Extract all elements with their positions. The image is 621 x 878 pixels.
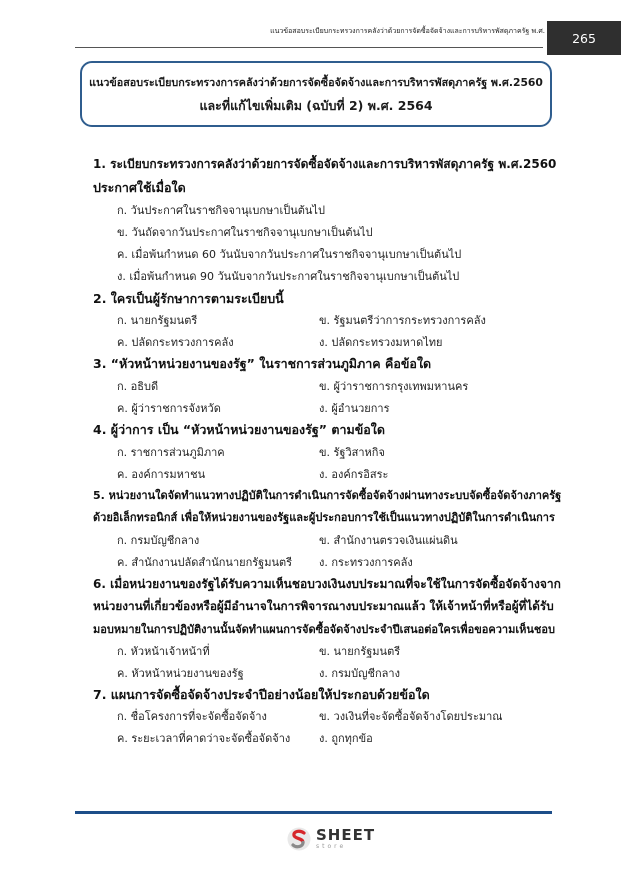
question-1-option-d: ง. เมื่อพ้นกำหนด 90 วันนับจากวันประกาศในราชกิจจานุเบกษาเป็นต้นไป	[117, 270, 460, 283]
question-2-option-d: ง. ปลัดกระทรวงมหาดไทย	[319, 336, 443, 349]
question-2-option-b: ข. รัฐมนตรีว่าการกระทรวงการคลัง	[319, 314, 486, 327]
question-5-line-1: 5. หน่วยงานใดจัดทำแนวทางปฏิบัติในการดำเนินการจัดซื้อจัดจ้างผ่านทางระบบจัดซื้อจัดจ้างภาครัฐ	[93, 489, 562, 502]
question-2-option-a: ก. นายกรัฐมนตรี	[117, 314, 198, 327]
running-header: แนวข้อสอบระเบียบกระทรวงการคลังว่าด้วยการจัดซื้อจัดจ้างและการบริหารพัสดุภาครัฐ พ.ศ.	[270, 27, 545, 35]
question-1-line-1: 1. ระเบียบกระทรวงการคลังว่าด้วยการจัดซื้อจัดจ้างและการบริหารพัสดุภาครัฐ พ.ศ.2560	[93, 157, 557, 171]
question-7-option-b: ข. วงเงินที่จะจัดซื้อจัดจ้างโดยประมาณ	[319, 710, 503, 723]
question-1-option-a: ก. วันประกาศในราชกิจจานุเบกษาเป็นต้นไป	[117, 204, 325, 217]
footer-rule	[75, 811, 552, 814]
title-box	[80, 61, 552, 127]
title-line-1: แนวข้อสอบระเบียบกระทรวงการคลังว่าด้วยการจัดซื้อจัดจ้างและการบริหารพัสดุภาครัฐ พ.ศ.2560	[89, 76, 543, 89]
question-6-line-2: หน่วยงานที่เกี่ยวข้องหรือผู้มีอำนาจในการพิจารณางบประมาณแล้ว ให้เจ้าหน้าที่หรือผู้ที่ได้รับ	[93, 599, 554, 613]
question-7-option-d: ง. ถูกทุกข้อ	[319, 732, 373, 745]
question-1-line-2: ประกาศใช้เมื่อใด	[93, 180, 186, 195]
question-5-option-d: ง. กระทรวงการคลัง	[319, 556, 413, 569]
question-3-line-1: 3. “หัวหน้าหน่วยงานของรัฐ” ในราชการส่วนภูมิภาค คือข้อใด	[93, 356, 432, 371]
logo-wordmark: SHEET	[316, 826, 376, 844]
question-2-option-c: ค. ปลัดกระทรวงการคลัง	[117, 336, 234, 349]
question-6-option-b: ข. นายกรัฐมนตรี	[319, 645, 401, 658]
question-6-line-3: มอบหมายในการปฏิบัติงานนั้นจัดทำแผนการจัดซื้อจัดจ้างประจำปีเสนอต่อใครเพื่อขอความเห็นชอบ	[93, 623, 555, 636]
sheet-store-logo-icon	[287, 826, 311, 852]
question-6-line-1: 6. เมื่อหน่วยงานของรัฐได้รับความเห็นชอบวงเงินงบประมาณที่จะใช้ในการจัดซื้อจัดจ้างจาก	[93, 577, 561, 591]
question-3-option-c: ค. ผู้ว่าราชการจังหวัด	[117, 402, 221, 415]
question-4-line-1: 4. ผู้ว่าการ เป็น “หัวหน้าหน่วยงานของรัฐ” ตามข้อใด	[93, 422, 385, 437]
logo-subtext: store	[316, 843, 347, 850]
question-6-option-c: ค. หัวหน้าหน่วยงานของรัฐ	[117, 667, 244, 680]
sheet-store-logo	[287, 824, 375, 854]
question-5-option-b: ข. สำนักงานตรวจเงินแผ่นดิน	[319, 534, 458, 547]
question-3-option-d: ง. ผู้อำนวยการ	[319, 402, 390, 415]
question-3-option-a: ก. อธิบดี	[117, 380, 159, 393]
header-rule	[75, 47, 543, 48]
question-1-option-b: ข. วันถัดจากวันประกาศในราชกิจจานุเบกษาเป็นต้นไป	[117, 226, 373, 239]
question-3-option-b: ข. ผู้ว่าราชการกรุงเทพมหานคร	[319, 380, 469, 393]
question-6-option-d: ง. กรมบัญชีกลาง	[319, 667, 400, 680]
question-5-option-c: ค. สำนักงานปลัดสำนักนายกรัฐมนตรี	[117, 556, 293, 569]
question-5-line-2: ด้วยอิเล็กทรอนิกส์ เพื่อให้หน่วยงานของรัฐและผู้ประกอบการใช้เป็นแนวทางปฏิบัติในการดำเนินการ	[93, 511, 555, 524]
title-line-2: และที่แก้ไขเพิ่มเติม (ฉบับที่ 2) พ.ศ. 2564	[199, 98, 433, 113]
question-4-option-d: ง. องค์กรอิสระ	[319, 468, 389, 481]
question-5-option-a: ก. กรมบัญชีกลาง	[117, 534, 200, 547]
page-number-badge: 265	[547, 21, 621, 55]
question-7-option-c: ค. ระยะเวลาที่คาดว่าจะจัดซื้อจัดจ้าง	[117, 732, 291, 745]
question-7-option-a: ก. ชื่อโครงการที่จะจัดซื้อจัดจ้าง	[117, 710, 267, 723]
question-1-option-c: ค. เมื่อพ้นกำหนด 60 วันนับจากวันประกาศในราชกิจจานุเบกษาเป็นต้นไป	[117, 248, 462, 261]
question-6-option-a: ก. หัวหน้าเจ้าหน้าที่	[117, 645, 210, 658]
question-2-line-1: 2. ใครเป็นผู้รักษาการตามระเบียบนี้	[93, 291, 284, 306]
question-4-option-b: ข. รัฐวิสาหกิจ	[319, 446, 385, 459]
question-4-option-c: ค. องค์การมหาชน	[117, 468, 206, 481]
question-4-option-a: ก. ราชการส่วนภูมิภาค	[117, 446, 225, 459]
question-7-line-1: 7. แผนการจัดซื้อจัดจ้างประจำปีอย่างน้อยให้ประกอบด้วยข้อใด	[93, 687, 430, 702]
